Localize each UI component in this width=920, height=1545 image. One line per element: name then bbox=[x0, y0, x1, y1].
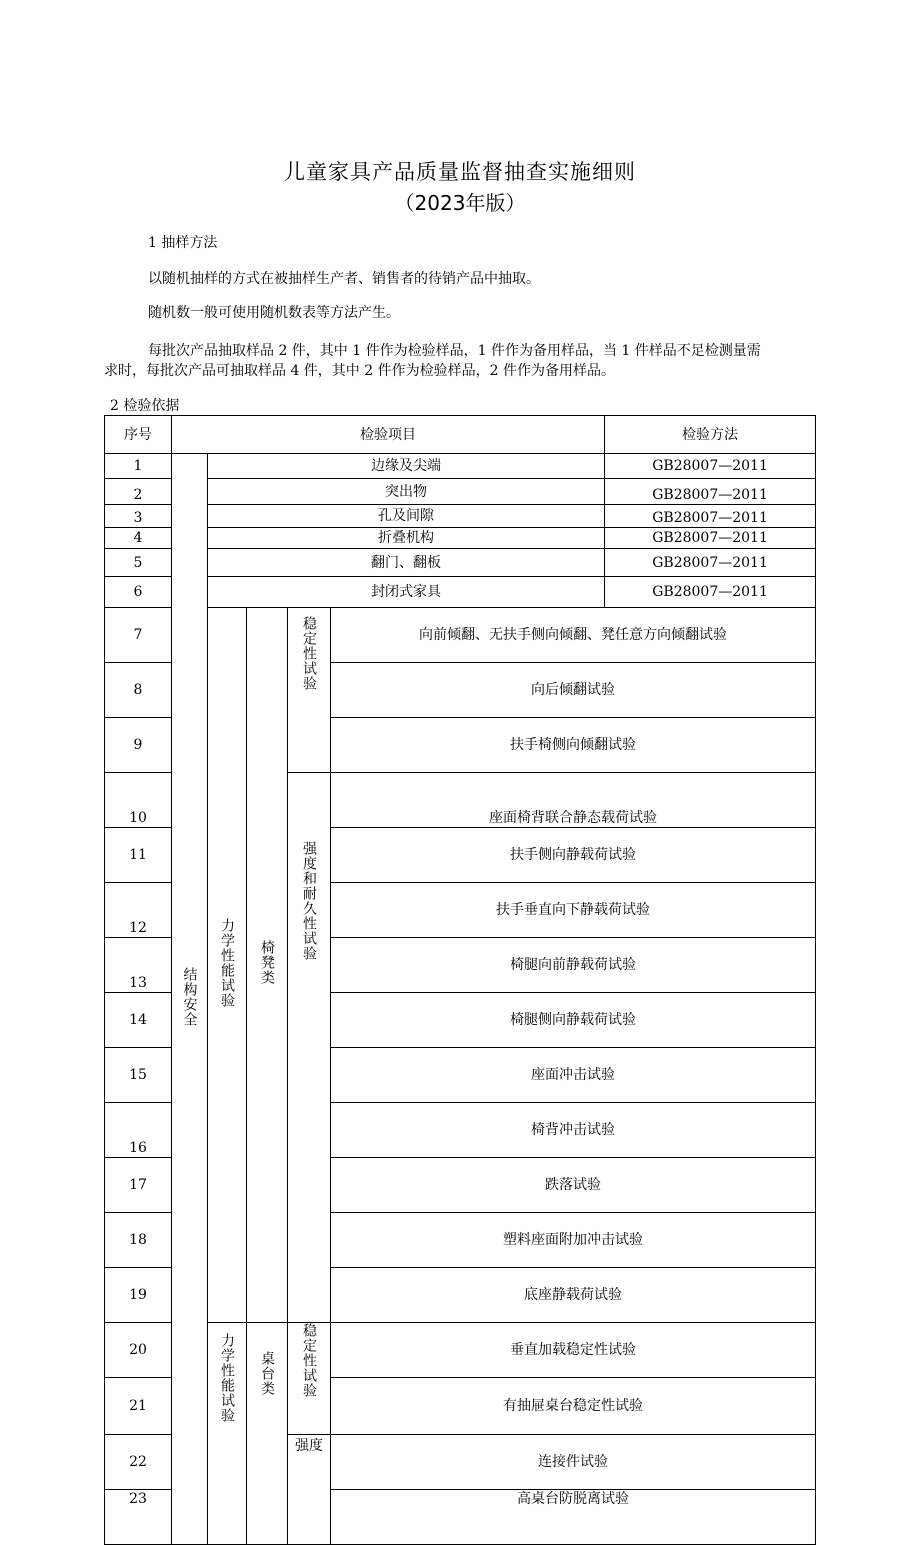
row-item: 折叠机构 bbox=[208, 528, 605, 549]
section1-para3-line2: 求时，每批次产品可抽取样品 4 件，其中 2 件作为检验样品，2 件作为备用样品。 bbox=[104, 363, 615, 379]
row-item: 翻门、翻板 bbox=[208, 549, 605, 577]
row-no: 4 bbox=[105, 528, 172, 549]
row-no: 23 bbox=[105, 1490, 172, 1545]
section2-heading: 2 检验依据 bbox=[110, 398, 180, 414]
row-item: 椅腿向前静载荷试验 bbox=[331, 938, 816, 993]
row-no: 13 bbox=[105, 938, 172, 993]
row-item: 塑料座面附加冲击试验 bbox=[331, 1213, 816, 1268]
header-method: 检验方法 bbox=[605, 416, 816, 454]
row-method: GB28007—2011 bbox=[605, 577, 816, 608]
row-no: 18 bbox=[105, 1213, 172, 1268]
row-method: GB28007—2011 bbox=[605, 454, 816, 479]
group-strength: 强度 bbox=[288, 1435, 331, 1545]
row-item: 高桌台防脱离试验 bbox=[331, 1490, 816, 1545]
row-item: 向后倾翻试验 bbox=[331, 663, 816, 718]
row-item: 椅腿侧向静载荷试验 bbox=[331, 993, 816, 1048]
row-no: 14 bbox=[105, 993, 172, 1048]
table-row bbox=[105, 505, 816, 528]
row-item: 座面冲击试验 bbox=[331, 1048, 816, 1103]
row-no: 1 bbox=[105, 454, 172, 479]
row-item: 孔及间隙 bbox=[208, 505, 605, 528]
row-no: 20 bbox=[105, 1323, 172, 1378]
section1-para2: 随机数一般可使用随机数表等方法产生。 bbox=[148, 305, 400, 321]
row-method: GB28007—2011 bbox=[605, 549, 816, 577]
table-row bbox=[105, 549, 816, 577]
row-no: 16 bbox=[105, 1103, 172, 1158]
table-row bbox=[105, 608, 816, 663]
row-method: GB28007—2011 bbox=[605, 479, 816, 505]
row-item: 椅背冲击试验 bbox=[331, 1103, 816, 1158]
row-item: 扶手垂直向下静载荷试验 bbox=[331, 883, 816, 938]
row-no: 11 bbox=[105, 828, 172, 883]
table-row bbox=[105, 479, 816, 505]
row-no: 7 bbox=[105, 608, 172, 663]
group-strength-durability: 强度和耐久性试验 bbox=[288, 773, 331, 1323]
group-chairs: 椅凳类 bbox=[247, 608, 288, 1323]
row-item: 底座静载荷试验 bbox=[331, 1268, 816, 1323]
row-item: 扶手椅侧向倾翻试验 bbox=[331, 718, 816, 773]
table-row bbox=[105, 454, 816, 479]
row-no: 5 bbox=[105, 549, 172, 577]
document-title: 儿童家具产品质量监督抽查实施细则 bbox=[284, 160, 636, 184]
row-no: 21 bbox=[105, 1378, 172, 1435]
row-no: 17 bbox=[105, 1158, 172, 1213]
section1-para1: 以随机抽样的方式在被抽样生产者、销售者的待销产品中抽取。 bbox=[148, 271, 540, 287]
group-stability-2: 稳定性试验 bbox=[288, 1323, 331, 1435]
row-no: 6 bbox=[105, 577, 172, 608]
row-no: 8 bbox=[105, 663, 172, 718]
row-no: 3 bbox=[105, 505, 172, 528]
row-item: 座面椅背联合静态载荷试验 bbox=[331, 773, 816, 828]
table-row bbox=[105, 528, 816, 549]
table-row bbox=[105, 1323, 816, 1378]
row-item: 垂直加载稳定性试验 bbox=[331, 1323, 816, 1378]
group-stability-1: 稳定性试验 bbox=[288, 608, 331, 773]
header-item: 检验项目 bbox=[172, 416, 605, 454]
table-header-row bbox=[105, 416, 816, 454]
row-no: 10 bbox=[105, 773, 172, 828]
row-item: 封闭式家具 bbox=[208, 577, 605, 608]
document-subtitle: （2023年版） bbox=[394, 191, 526, 215]
row-item: 扶手侧向静载荷试验 bbox=[331, 828, 816, 883]
row-method: GB28007—2011 bbox=[605, 505, 816, 528]
group-tables: 桌台类 bbox=[247, 1323, 288, 1545]
inspection-table bbox=[104, 415, 816, 1545]
group-mech-test-1: 力学性能试验 bbox=[208, 608, 247, 1323]
group-structural-safety: 结构安全 bbox=[172, 454, 208, 1545]
row-no: 2 bbox=[105, 479, 172, 505]
row-no: 19 bbox=[105, 1268, 172, 1323]
row-no: 9 bbox=[105, 718, 172, 773]
row-item: 连接件试验 bbox=[331, 1435, 816, 1490]
row-method: GB28007—2011 bbox=[605, 528, 816, 549]
row-item: 跌落试验 bbox=[331, 1158, 816, 1213]
row-no: 12 bbox=[105, 883, 172, 938]
section1-heading: 1 抽样方法 bbox=[148, 235, 218, 251]
row-item: 有抽屉桌台稳定性试验 bbox=[331, 1378, 816, 1435]
row-no: 15 bbox=[105, 1048, 172, 1103]
table-row bbox=[105, 577, 816, 608]
header-no: 序号 bbox=[105, 416, 172, 454]
row-item: 边缘及尖端 bbox=[208, 454, 605, 479]
row-no: 22 bbox=[105, 1435, 172, 1490]
section1-para3-line1: 每批次产品抽取样品 2 件，其中 1 件作为检验样品，1 件作为备用样品，当 1 件样品不足检测量需 bbox=[148, 343, 761, 359]
group-mech-test-2: 力学性能试验 bbox=[208, 1323, 247, 1545]
row-item: 突出物 bbox=[208, 479, 605, 505]
row-item: 向前倾翻、无扶手侧向倾翻、凳任意方向倾翻试验 bbox=[331, 608, 816, 663]
